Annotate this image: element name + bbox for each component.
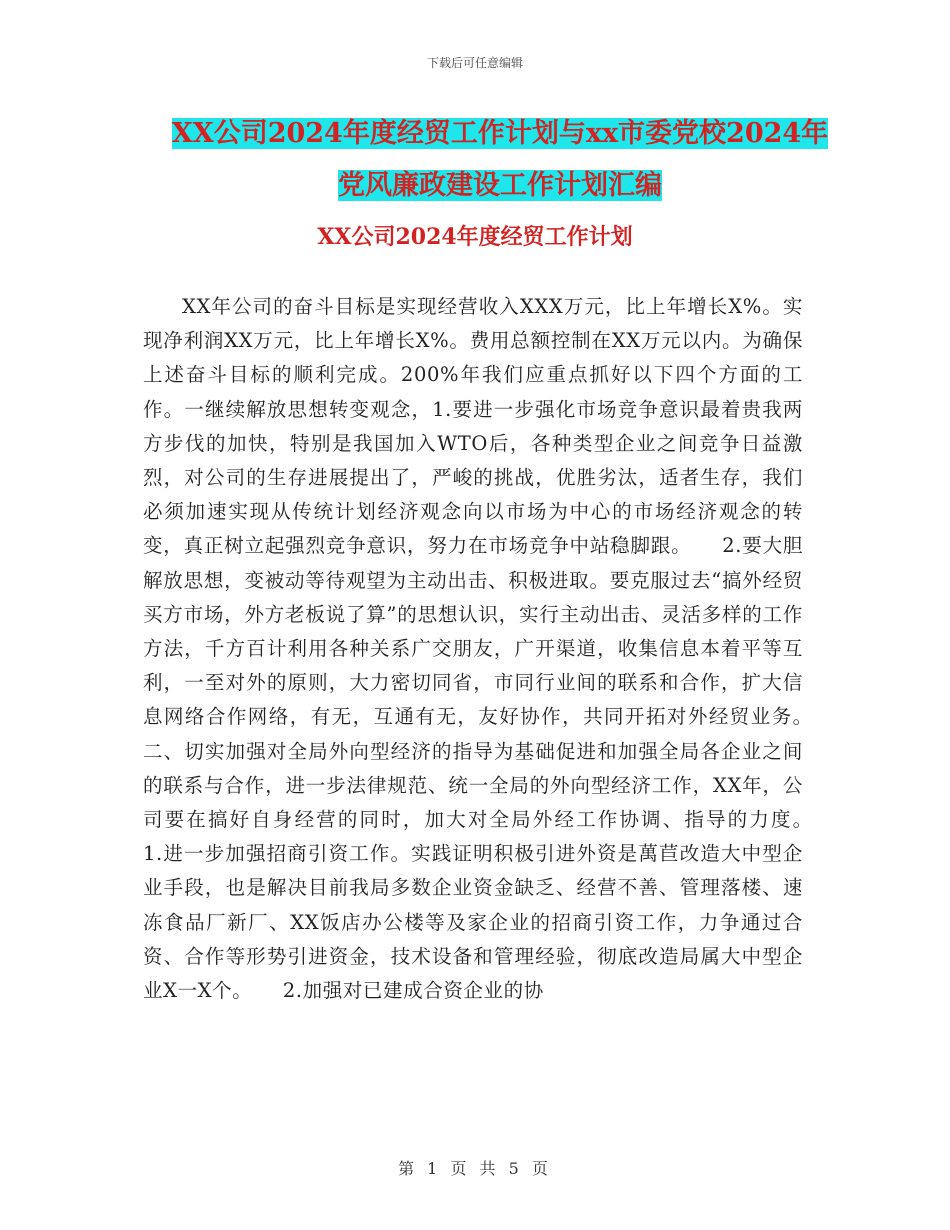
body-paragraph: XX年公司的奋斗目标是实现经营收入XXX万元，比上年增长X%。实现净利润XX万元，比上年增长X%。费用总额控制在XX万元以内。为确保上述奋斗目标的顺利完成。200%年我们应重点抓好以下四个方面的工作。一继续解放思想转变观念，1.要进一步强化市场竞争意识最着贵我两方步伐的加快，特别是我国加入WTO后，各种类型企业之间竞争日益激烈，对公司的生存进展提出了，严峻的挑战，优胜劣汰，适者生存，我们必须加速实现从传统计划经济观念向以市场为中心的市场经济观念的转变，真正树立起强烈竞争意识，努力在市场竞争中站稳脚跟。 2.要大胆解放思想，变被动等待观望为主动出击、积极进取。要克服过去“搞外经贸买方市场，外方老板说了算”的思想认识，实行主动出击、灵活多样的工作方法，千方百计利用各种关系广交朋友，广开渠道，收集信息本着平等互利，一至对外的原则，大力密切同省，市同行业间的联系和合作，扩大信息网络合作网络，有无，互通有无，友好协作，共同开拓对外经贸业务。 二、切实加强对全局外向型经济的指导为基础促进和加强全局各企业之间的联系与合作，进一步法律规范、统一全局的外向型经济工作，XX年，公司要在搞好自身经营的同时，加大对全局外经工作协调、指导的力度。 1.进一步加强招商引资工作。实践证明积极引进外资是萬苣改造大中型企业手段，也是解决目前我局多数企业资金缺乏、经营不善、管理落楼、速冻食品厂新厂、XX饭店办公楼等及家企业的招商引资工作，力争通过合资、合作等形势引进资金，技术设备和管理经验，彻底改造局属大中型企业X一X个。 2.加强对已建成合资企业的协 (143, 295, 844, 1003)
document-title (140, 108, 860, 212)
document-title-line-1: XX公司2024年度经贸工作计划与xx市委党校2024年 (171, 118, 829, 149)
page-number-footer: 第 1 页 共 5 页 (398, 1159, 552, 1178)
section-title: XX公司2024年度经贸工作计划 (317, 224, 633, 250)
document-title-line-2: 党风廉政建设工作计划汇编 (338, 170, 662, 201)
page-header-note: 下载后可任意编辑 (426, 56, 523, 70)
